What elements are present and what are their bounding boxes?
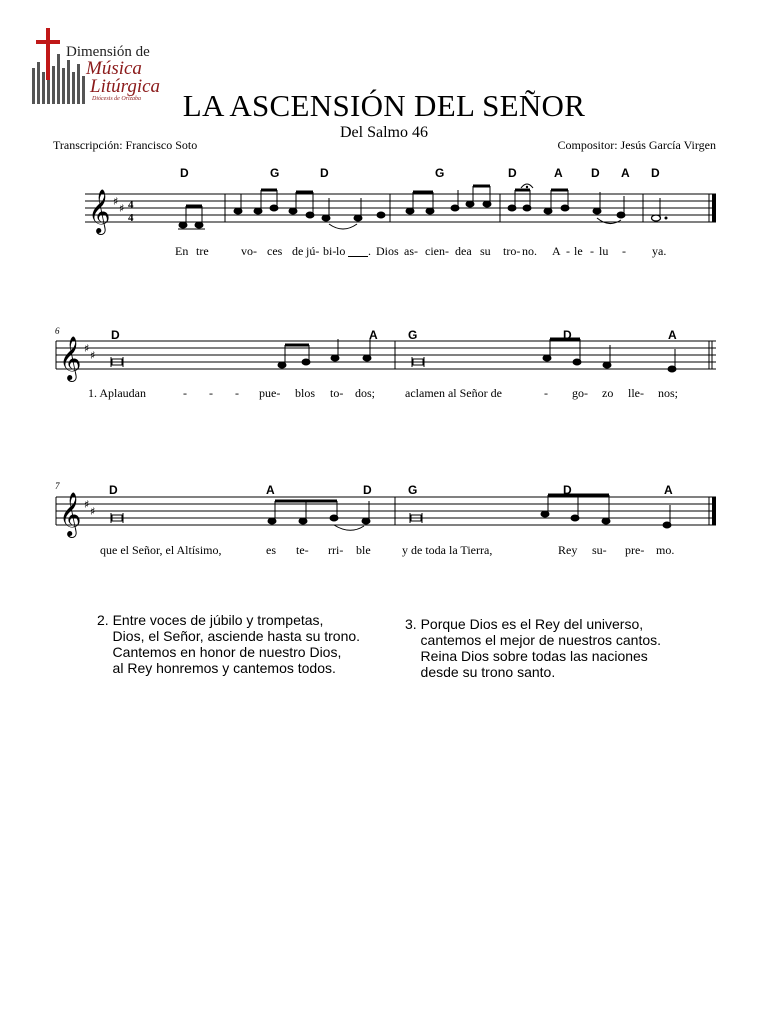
lyric-syllable: - <box>590 244 594 258</box>
chord: G <box>270 166 280 180</box>
treble-clef-icon: 𝄞 <box>88 189 111 233</box>
lyric-syllable: pue- <box>259 386 281 400</box>
lyric-syllable: no. <box>522 244 537 258</box>
chord: G <box>435 166 445 180</box>
chord: D <box>320 166 329 180</box>
lyric-syllable: tre <box>196 244 209 258</box>
chord: D <box>591 166 600 180</box>
lyric-syllable: ces <box>267 244 283 258</box>
lyric-syllable: nos; <box>658 386 679 400</box>
lyric-syllable: Rey <box>558 543 578 557</box>
lyric-syllable: En <box>175 244 189 258</box>
lyric-syllable: te- <box>296 543 309 557</box>
sharp-icon: ♯ <box>84 342 90 355</box>
page-subtitle: Del Salmo 46 <box>340 124 428 141</box>
lyric-syllable: que el Señor, el Altísimo, <box>100 543 222 557</box>
chord: A <box>668 328 677 342</box>
sharp-icon: ♯ <box>113 195 119 208</box>
chord: A <box>621 166 630 180</box>
chord: D <box>508 166 517 180</box>
treble-clef-icon: 𝄞 <box>59 336 82 380</box>
logo-text-3: Litúrgica <box>90 76 161 97</box>
lyric-syllable: su- <box>592 543 607 557</box>
lyric-syllable: aclamen al Señor de <box>405 386 502 400</box>
lyric-syllable: ya. <box>652 244 667 258</box>
sharp-icon: ♯ <box>90 349 96 362</box>
chord: G <box>408 483 418 497</box>
chord: A <box>554 166 563 180</box>
lyric-syllable: lle- <box>628 386 644 400</box>
time-sig-bottom: 4 <box>128 212 134 224</box>
lyric-syllable: as- <box>404 244 418 258</box>
chord: A <box>664 483 673 497</box>
lyric-syllable: go- <box>572 386 588 400</box>
lyric-syllable: - <box>544 386 548 400</box>
melisma-line <box>348 256 368 257</box>
lyric-syllable: lo <box>336 244 346 258</box>
composer-credit: Compositor: Jesús García Virgen <box>557 138 716 152</box>
lyric-syllable: mo. <box>656 543 675 557</box>
lyric-syllable: bi- <box>323 244 337 258</box>
logo-text-4: Diócesis de Orizaba <box>92 96 141 102</box>
lyric-syllable: cien- <box>425 244 449 258</box>
verse-2: 2. Entre voces de júbilo y trompetas, Dios, el Señor, asciende hasta su trono. Cantemos en honor de nuestro Dios, al Rey honremos y cantemos todos. <box>97 612 361 676</box>
lyric-syllable: A <box>552 244 561 258</box>
lyric-syllable: jú- <box>306 244 320 258</box>
lyric-syllable: le <box>574 244 583 258</box>
chord: D <box>111 328 120 342</box>
chord: G <box>408 328 418 342</box>
chord: D <box>563 483 572 497</box>
staff-3 <box>0 492 768 536</box>
lyric-syllable: - <box>183 386 187 400</box>
page-title: LA ASCENSIÓN DEL SEÑOR <box>182 88 586 123</box>
logo-text-1: Dimensión de <box>66 44 150 60</box>
lyric-syllable: - <box>209 386 213 400</box>
chord: D <box>563 328 572 342</box>
lyric-syllable: y de toda la Tierra, <box>402 543 493 557</box>
lyric-syllable: . <box>368 244 371 258</box>
lyric-syllable: - <box>235 386 239 400</box>
lyric-syllable: tro- <box>503 244 521 258</box>
lyric-syllable: pre- <box>625 543 645 557</box>
chord: A <box>369 328 378 342</box>
staff-2 <box>0 336 768 380</box>
sharp-icon: ♯ <box>119 202 125 215</box>
lyric-syllable: dea <box>455 244 472 258</box>
transcription-credit: Transcripción: Francisco Soto <box>53 138 198 152</box>
lyric-syllable: blos <box>295 386 316 400</box>
lyric-syllable: ble <box>356 543 371 557</box>
chord: A <box>266 483 275 497</box>
chord: D <box>180 166 189 180</box>
sharp-icon: ♯ <box>90 505 96 518</box>
lyric-syllable: lu <box>599 244 609 258</box>
lyric-syllable: 1. Aplaudan <box>88 386 146 400</box>
lyric-syllable: es <box>266 543 276 557</box>
lyric-syllable: - <box>622 244 626 258</box>
logo-text-2: Música <box>86 58 142 79</box>
lyric-syllable: Dios <box>376 244 399 258</box>
chord: D <box>651 166 660 180</box>
lyric-syllable: de <box>292 244 304 258</box>
staff-1 <box>0 189 768 233</box>
chord: D <box>109 483 118 497</box>
lyric-syllable: to- <box>330 386 344 400</box>
lyric-syllable: vo- <box>241 244 257 258</box>
lyric-syllable: su <box>480 244 491 258</box>
lyric-syllable: dos; <box>355 386 376 400</box>
measure-number: 7 <box>55 481 60 491</box>
chord: D <box>363 483 372 497</box>
sharp-icon: ♯ <box>84 498 90 511</box>
treble-clef-icon: 𝄞 <box>59 492 82 536</box>
lyric-syllable: - <box>566 244 570 258</box>
lyric-syllable: rri- <box>328 543 344 557</box>
time-sig-top: 4 <box>128 199 134 211</box>
verse-3: 3. Porque Dios es el Rey del universo, cantemos el mejor de nuestros cantos. Reina Dios sobre todas las naciones desde su trono santo. <box>405 616 662 680</box>
measure-number: 6 <box>55 326 60 336</box>
lyric-syllable: zo <box>602 386 614 400</box>
